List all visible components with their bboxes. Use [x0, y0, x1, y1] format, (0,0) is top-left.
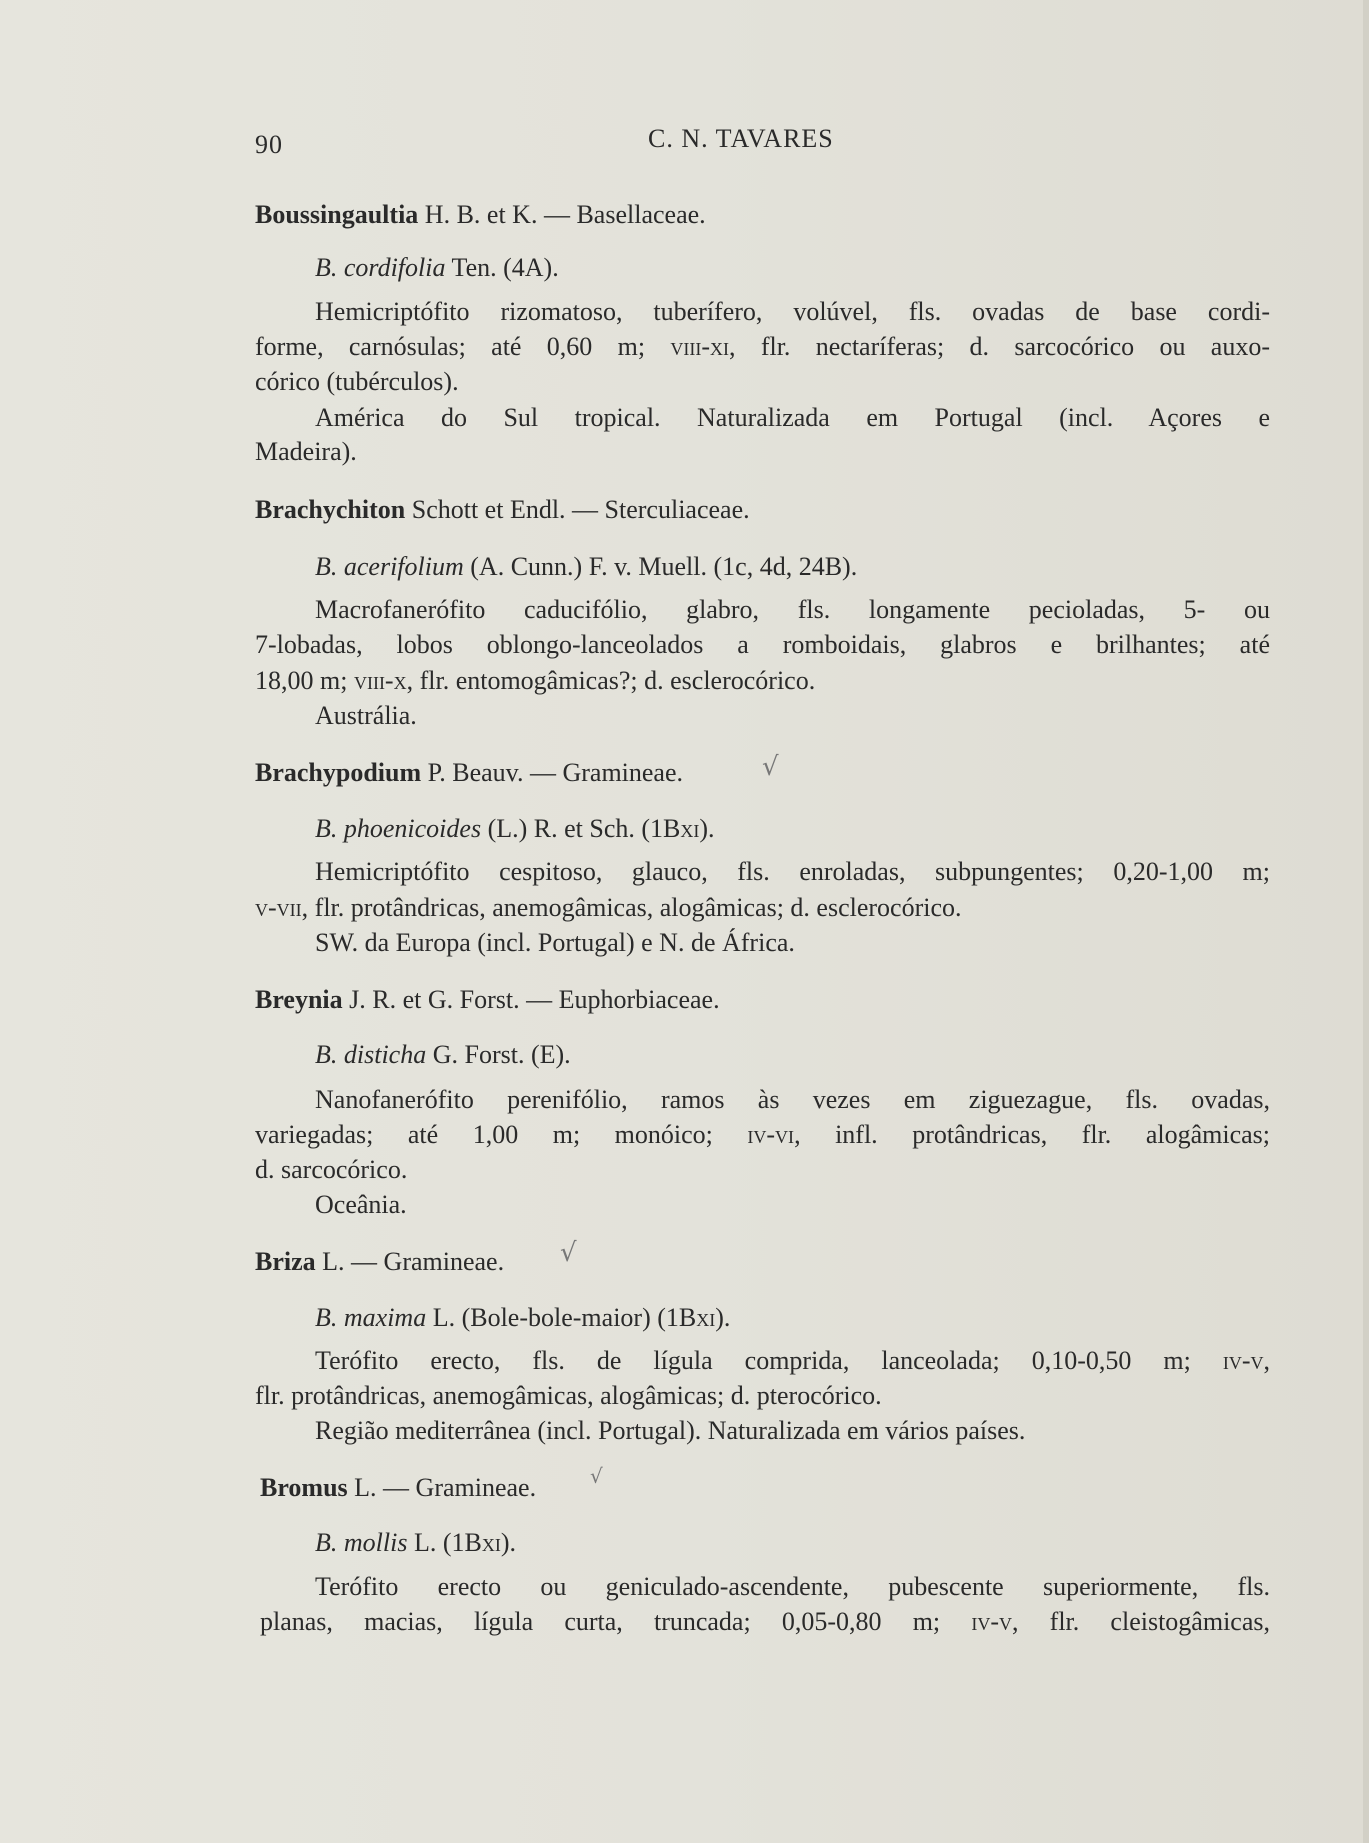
species-name: B. mollis — [315, 1528, 408, 1557]
description-line — [255, 330, 1270, 364]
genus-heading — [255, 983, 1270, 1017]
pencil-check-mark-icon: √ — [762, 752, 779, 782]
page-number: 90 — [255, 130, 283, 159]
genus-authority: J. R. et G. Forst. — Euphorbiaceae. — [342, 985, 720, 1014]
pencil-check-mark-icon: √ — [560, 1238, 577, 1268]
text: forme, carnósulas; até 0,60 m; — [255, 332, 671, 361]
months: iv-vi — [747, 1120, 795, 1149]
text: Hemicriptófito cespitoso, glauco, fls. enroladas, subpungentes; 0,20-1,00 m; — [315, 857, 1270, 886]
species-authority: L. (1B — [407, 1528, 482, 1557]
text: Austrália. — [315, 701, 417, 730]
genus-name: Briza — [255, 1247, 316, 1276]
genus-name: Brachypodium — [255, 758, 422, 787]
text: Região mediterrânea (incl. Portugal). Naturalizada em vários países. — [315, 1416, 1026, 1445]
text: d. sarcocórico. — [255, 1155, 408, 1184]
text: SW. da Europa (incl. Portugal) e N. de África. — [315, 928, 795, 957]
months: xi — [680, 814, 700, 843]
species-heading — [315, 550, 1270, 584]
description-line — [255, 1379, 1270, 1413]
species-authority: G. Forst. (E). — [426, 1040, 571, 1069]
description-line — [315, 295, 1270, 329]
genus-name: Boussingaultia — [255, 200, 419, 229]
species-heading — [315, 1526, 1270, 1560]
description-line — [315, 855, 1270, 889]
text: flr. protândricas, anemogâmicas, alogâmicas; d. pterocórico. — [255, 1381, 882, 1410]
genus-authority: Schott et Endl. — Sterculiaceae. — [405, 495, 750, 524]
species-heading — [315, 1301, 1270, 1335]
description-line — [315, 1083, 1270, 1117]
months: xi — [481, 1528, 501, 1557]
species-authority: (L.) R. et Sch. (1B — [481, 814, 681, 843]
text: Terófito erecto, fls. de lígula comprida, lanceolada; 0,10-0,50 m; — [315, 1346, 1223, 1375]
description-line — [255, 1118, 1270, 1152]
description-line — [315, 593, 1270, 627]
text: 18,00 m; — [255, 666, 354, 695]
genus-authority: L. — Gramineae. — [315, 1247, 505, 1276]
genus-name: Breynia — [255, 985, 343, 1014]
distribution-line — [315, 1414, 1270, 1448]
months: viii-x — [353, 666, 407, 695]
text: , flr. nectaríferas; d. sarcocórico ou auxo- — [729, 332, 1270, 361]
text: ). — [715, 1303, 731, 1332]
species-heading — [315, 251, 1270, 285]
species-name: B. maxima — [315, 1303, 427, 1332]
description-line — [255, 365, 1270, 399]
genus-authority: H. B. et K. — Basellaceae. — [418, 200, 706, 229]
distribution-line — [255, 435, 1270, 469]
species-name: B. acerifolium — [315, 552, 464, 581]
text: Macrofanerófito caducifólio, glabro, fls. longamente pecioladas, 5- ou — [315, 595, 1270, 624]
distribution-line — [315, 1188, 1270, 1222]
description-line — [315, 1344, 1270, 1378]
text: ). — [500, 1528, 517, 1557]
text: Terófito erecto ou geniculado-ascendente, pubescente superiormente, fls. — [315, 1572, 1270, 1601]
text: , infl. protândricas, flr. alogâmicas; — [794, 1120, 1270, 1149]
species-heading — [315, 1038, 1270, 1072]
genus-authority: P. Beauv. — Gramineae. — [421, 758, 684, 787]
page-edge — [1363, 0, 1369, 1843]
text: Nanofanerófito perenifólio, ramos às vezes em ziguezague, fls. ovadas, — [315, 1085, 1270, 1114]
text: , flr. entomogâmicas?; d. esclerocórico. — [406, 666, 816, 695]
distribution-line — [315, 401, 1270, 435]
genus-name: Brachychiton — [255, 495, 406, 524]
months: viii-xi — [670, 332, 730, 361]
genus-name: Bromus — [260, 1473, 348, 1502]
genus-heading — [260, 1471, 1275, 1505]
text: , flr. cleistogâmicas, — [1011, 1607, 1270, 1636]
text: variegadas; até 1,00 m; monóico; — [255, 1120, 748, 1149]
genus-heading — [255, 493, 1270, 527]
months: iv-v — [971, 1607, 1012, 1636]
description-line — [315, 1570, 1270, 1604]
text: planas, macias, lígula curta, truncada; 0,05-0,80 m; — [260, 1607, 972, 1636]
text: Madeira). — [255, 437, 357, 466]
genus-heading — [255, 198, 1270, 232]
species-name: B. phoenicoides — [315, 814, 482, 843]
species-authority: (A. Cunn.) F. v. Muell. (1c, 4d, 24B). — [463, 552, 858, 581]
text: ). — [699, 814, 715, 843]
description-line — [255, 664, 1270, 698]
description-line — [255, 1153, 1270, 1187]
pencil-check-mark-icon: √ — [590, 1464, 603, 1488]
text: Oceânia. — [315, 1190, 407, 1219]
species-authority: Ten. (4A). — [445, 253, 559, 282]
description-line — [255, 891, 1270, 925]
text: 7-lobadas, lobos oblongo-lanceolados a romboidais, glabros e brilhantes; até — [255, 630, 1270, 659]
species-heading — [315, 812, 1270, 846]
months: v-vii — [255, 893, 302, 922]
months: iv-v — [1222, 1346, 1264, 1375]
species-name: B. disticha — [315, 1040, 427, 1069]
text: , — [1263, 1346, 1270, 1375]
genus-heading — [255, 1245, 1270, 1279]
description-line — [260, 1605, 1270, 1639]
species-name: B. cordifolia — [315, 253, 446, 282]
description-line — [255, 628, 1270, 662]
text: América do Sul tropical. Naturalizada em Portugal (incl. Açores e — [315, 403, 1270, 432]
text: córico (tubérculos). — [255, 367, 459, 396]
distribution-line — [315, 926, 1270, 960]
species-authority: L. (Bole-bole-maior) (1B — [426, 1303, 697, 1332]
months: xi — [696, 1303, 716, 1332]
running-title: C. N. TAVARES — [648, 124, 834, 153]
text: Hemicriptófito rizomatoso, tuberífero, volúvel, fls. ovadas de base cordi- — [315, 297, 1270, 326]
text: , flr. protândricas, anemogâmicas, alogâmicas; d. esclerocórico. — [301, 893, 962, 922]
distribution-line — [315, 699, 1270, 733]
genus-authority: L. — Gramineae. — [347, 1473, 537, 1502]
